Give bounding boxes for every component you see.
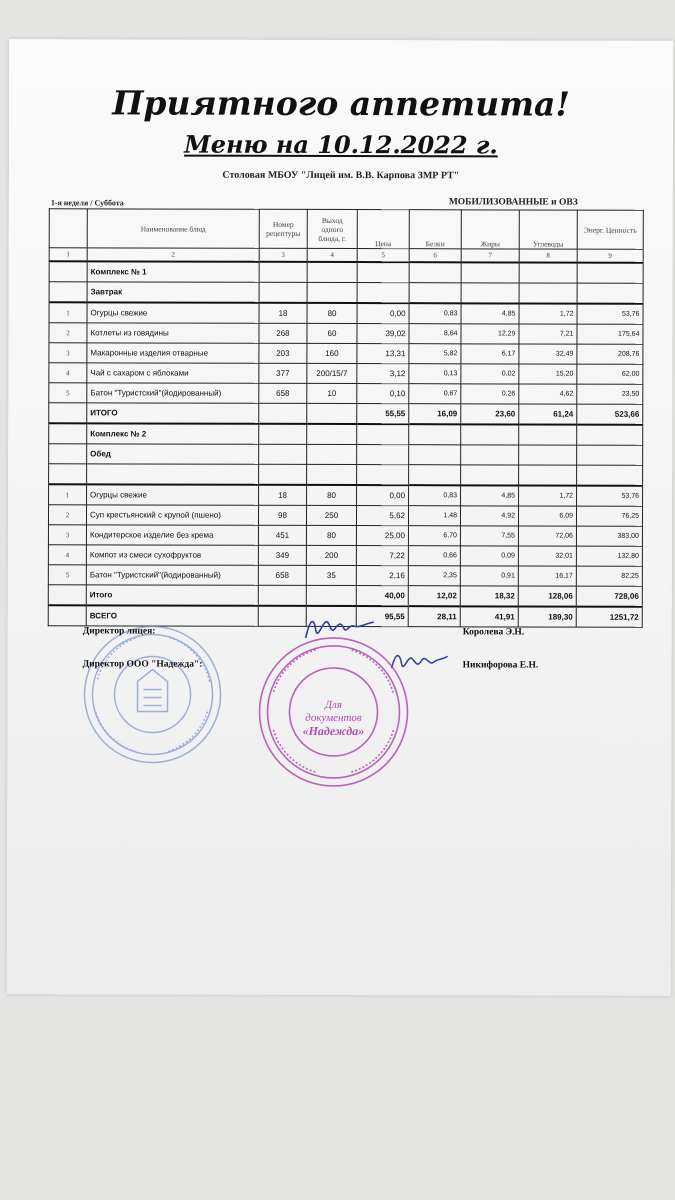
recipe-number: 18 <box>259 485 307 506</box>
col-header-protein: Белки <box>409 210 461 249</box>
dish-name: Котлеты из говядины <box>87 323 259 343</box>
column-number: 2 <box>87 248 259 262</box>
energy-value: 23,50 <box>577 384 643 404</box>
table-row <box>49 363 643 385</box>
protein-value: 0,83 <box>409 485 461 506</box>
carbs-value: 1,72 <box>519 303 577 324</box>
price-value: 13,31 <box>357 344 409 364</box>
price-value: 25,00 <box>356 526 408 546</box>
protein-value: 2,35 <box>408 566 460 586</box>
table-row <box>49 383 643 405</box>
protein-value: 1,48 <box>408 506 460 526</box>
row-index: 2 <box>48 505 86 525</box>
total-fat: 23,60 <box>461 404 519 425</box>
group-label: МОБИЛИЗОВАННЫЕ и ОВЗ <box>448 197 578 208</box>
grand-total-protein: 28,11 <box>408 606 460 627</box>
row-index: 5 <box>49 383 87 403</box>
director-company-name: Никифорова Е.Н. <box>462 660 539 671</box>
total-row <box>49 403 643 425</box>
grand-total-energy: 1251,72 <box>576 607 642 628</box>
portion-yield: 10 <box>307 383 357 403</box>
column-number: 4 <box>307 248 357 262</box>
menu-sheet <box>7 39 673 996</box>
column-number: 5 <box>357 249 409 263</box>
director-lyceum-name: Королева Э.Н. <box>462 627 525 638</box>
dish-name: Огурцы свежие <box>87 484 259 505</box>
fat-value: 0,26 <box>461 384 519 404</box>
carbs-value: 1,72 <box>519 485 577 506</box>
stamp-text-3: «Надежда» <box>302 723 365 739</box>
col-header-recipe: Номер рецептуры <box>259 209 307 248</box>
col-header-fat: Жиры <box>461 210 519 249</box>
dish-name: Кондитерское изделие без крема <box>86 525 258 545</box>
carbs-value: 7,21 <box>519 324 577 344</box>
complex-row <box>49 423 643 445</box>
dish-name: Огурцы свежие <box>87 302 259 323</box>
table-row <box>48 545 642 567</box>
page-title: Приятного аппетита! <box>112 83 570 124</box>
purple-stamp-icon <box>253 632 413 792</box>
protein-value: 8,64 <box>409 324 461 344</box>
dish-name: Суп крестьянский с крупой (пшено) <box>86 505 258 525</box>
week-day: 1-я неделя / Суббота <box>50 198 124 208</box>
recipe-number: 377 <box>259 363 307 383</box>
grand-total-label: ВСЕГО <box>86 605 258 626</box>
protein-value: 6,70 <box>408 526 460 546</box>
energy-value: 53,76 <box>577 304 643 325</box>
table-row <box>49 343 643 365</box>
energy-value: 175,64 <box>577 324 643 344</box>
recipe-number: 203 <box>259 343 307 363</box>
complex-label: Комплекс № 2 <box>87 423 259 444</box>
meal-label: Завтрак <box>87 282 259 303</box>
portion-yield: 200/15/7 <box>307 363 357 383</box>
recipe-number: 18 <box>259 303 307 324</box>
portion-yield: 160 <box>307 343 357 363</box>
recipe-number: 268 <box>259 323 307 343</box>
meal-label: Обед <box>87 444 259 464</box>
col-header-carbs: Углеводы <box>519 210 577 249</box>
energy-value: 62,00 <box>577 364 643 384</box>
carbs-value: 32,49 <box>519 344 577 364</box>
fat-value: 0,02 <box>461 364 519 384</box>
table-row <box>49 302 643 324</box>
energy-value: 82,25 <box>576 566 642 586</box>
energy-value: 76,25 <box>576 506 642 526</box>
grand-total-price: 95,55 <box>356 606 408 627</box>
row-index: 1 <box>49 484 87 505</box>
stamp-text-2: документов <box>305 711 362 725</box>
carbs-value: 32,01 <box>518 546 576 566</box>
total-label: ИТОГО <box>87 403 259 424</box>
total-row <box>48 585 642 607</box>
column-number: 7 <box>461 249 519 263</box>
carbs-value: 4,62 <box>519 384 577 404</box>
total-carbs: 128,06 <box>518 586 576 607</box>
table-row <box>49 323 643 345</box>
recipe-number: 658 <box>259 383 307 403</box>
column-number: 8 <box>519 249 577 263</box>
menu-date: Меню на 10.12.2022 г. <box>184 129 498 160</box>
total-carbs: 61,24 <box>519 404 577 425</box>
protein-value: 0,66 <box>408 546 460 566</box>
protein-value: 0,67 <box>409 384 461 404</box>
total-energy: 523,66 <box>577 404 643 425</box>
energy-value: 53,76 <box>577 486 643 507</box>
row-index: 1 <box>49 302 87 323</box>
dish-name: Батон "Туристский"(йодированный) <box>86 565 258 585</box>
row-index: 4 <box>49 363 87 383</box>
total-price: 40,00 <box>356 586 408 607</box>
protein-value: 5,82 <box>409 344 461 364</box>
total-fat: 18,32 <box>460 586 518 607</box>
carbs-value: 72,06 <box>518 526 576 546</box>
col-header-yield: Выход одного блюда, г. <box>307 209 357 248</box>
meal-row <box>49 282 643 304</box>
menu-table <box>48 208 644 628</box>
protein-value: 0,13 <box>409 364 461 384</box>
row-index: 4 <box>48 545 86 565</box>
portion-yield: 200 <box>306 545 356 565</box>
spacer-row <box>49 464 643 486</box>
col-header-index <box>49 209 87 248</box>
canteen-name: Столовая МБОУ "Лицей им. В.В. Карпова ЗМР РТ" <box>222 169 460 182</box>
price-value: 0,00 <box>357 303 409 324</box>
blue-stamp-icon <box>77 619 227 769</box>
table-row <box>48 565 642 587</box>
dish-name: Батон "Туристский"(йодированный) <box>87 383 259 403</box>
price-value: 3,12 <box>357 364 409 384</box>
recipe-number: 658 <box>258 565 306 585</box>
row-index: 3 <box>49 343 87 363</box>
col-header-dish: Наименование блюд <box>87 209 259 248</box>
total-protein: 16,09 <box>409 404 461 425</box>
price-value: 7,22 <box>356 546 408 566</box>
column-number: 3 <box>259 248 307 262</box>
row-index: 2 <box>49 323 87 343</box>
protein-value: 0,83 <box>409 303 461 324</box>
row-index: 5 <box>48 565 86 585</box>
price-value: 2,16 <box>356 566 408 586</box>
director-lyceum-label: Директор лицея: <box>82 626 156 637</box>
complex-row <box>49 261 643 283</box>
col-header-energy: Энерг. Ценность <box>577 210 643 249</box>
column-number: 6 <box>409 249 461 263</box>
total-protein: 12,02 <box>408 586 460 607</box>
fat-value: 0,91 <box>460 566 518 586</box>
table-row <box>48 505 642 527</box>
meal-row <box>49 444 643 466</box>
dish-name: Компот из смеси сухофруктов <box>86 545 258 565</box>
price-value: 0,00 <box>357 485 409 506</box>
table-row <box>48 525 642 547</box>
fat-value: 4,85 <box>461 303 519 324</box>
fat-value: 0,09 <box>460 546 518 566</box>
fat-value: 7,55 <box>460 526 518 546</box>
carbs-value: 15,20 <box>519 364 577 384</box>
portion-yield: 80 <box>307 303 357 324</box>
column-number: 9 <box>577 249 643 263</box>
fat-value: 12,29 <box>461 324 519 344</box>
table-row <box>49 484 643 506</box>
total-price: 55,55 <box>357 404 409 425</box>
energy-value: 383,00 <box>576 526 642 546</box>
portion-yield: 35 <box>306 565 356 585</box>
carbs-value: 6,09 <box>518 506 576 526</box>
row-index: 3 <box>48 525 86 545</box>
price-value: 39,02 <box>357 324 409 344</box>
price-value: 5,62 <box>356 506 408 526</box>
portion-yield: 80 <box>307 485 357 506</box>
grand-total-fat: 41,91 <box>460 606 518 627</box>
stamp-text-1: Для <box>325 698 342 712</box>
energy-value: 208,76 <box>577 344 643 364</box>
dish-name: Чай с сахаром с яблоками <box>87 363 259 383</box>
carbs-value: 16,17 <box>518 566 576 586</box>
portion-yield: 250 <box>306 505 356 525</box>
director-company-label: Директор ООО "Надежда": <box>82 659 203 670</box>
total-energy: 728,06 <box>576 586 642 607</box>
portion-yield: 60 <box>307 323 357 343</box>
fat-value: 4,85 <box>461 485 519 506</box>
dish-name: Макаронные изделия отварные <box>87 343 259 363</box>
portion-yield: 80 <box>306 525 356 545</box>
price-value: 0,10 <box>357 384 409 404</box>
fat-value: 6,17 <box>461 344 519 364</box>
grand-total-carbs: 189,30 <box>518 606 576 627</box>
total-label: Итого <box>86 585 258 606</box>
recipe-number: 98 <box>258 505 306 525</box>
table-header-row <box>49 209 643 250</box>
energy-value: 132,80 <box>576 546 642 566</box>
column-number: 1 <box>49 248 87 262</box>
complex-label: Комплекс № 1 <box>87 261 259 282</box>
fat-value: 4,92 <box>460 506 518 526</box>
col-header-price: Цена <box>357 210 409 249</box>
recipe-number: 451 <box>258 525 306 545</box>
recipe-number: 349 <box>258 545 306 565</box>
